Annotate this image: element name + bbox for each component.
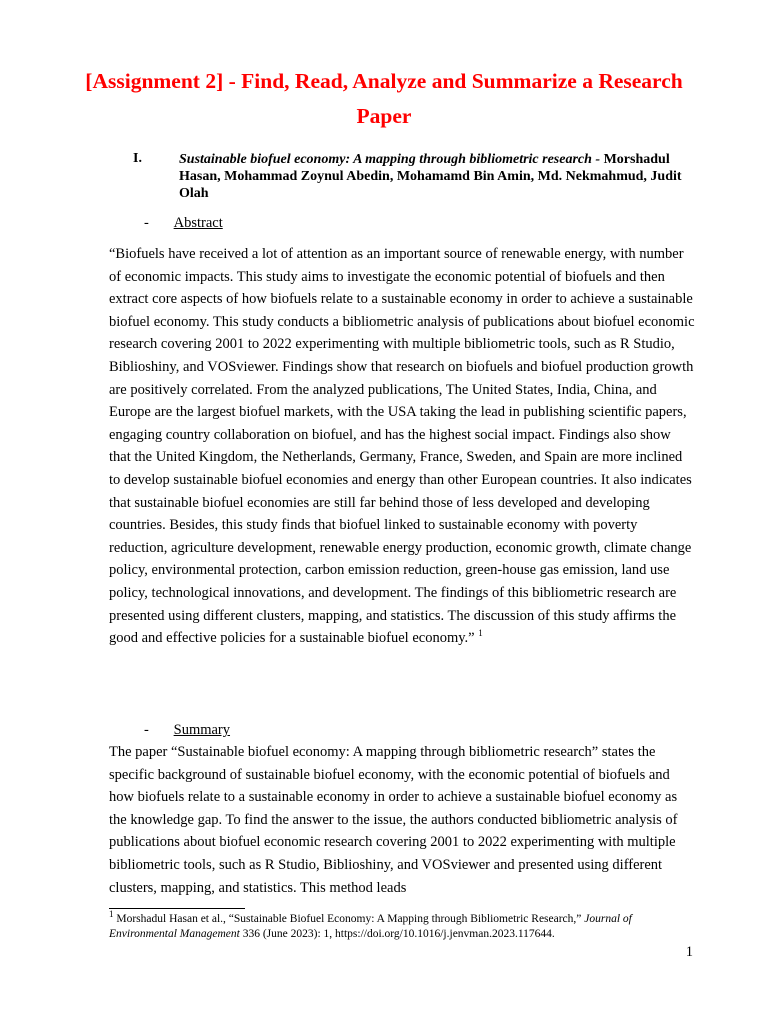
footnote-journal: Journal of Environmental Management — [109, 913, 632, 940]
abstract-heading-label: Abstract — [173, 215, 223, 231]
footnote — [109, 909, 696, 942]
summary-bullet: - — [144, 722, 149, 738]
summary-heading-label: Summary — [173, 722, 231, 738]
paper-authors: Morshadul Hasan, Mohammad Zoynul Abedin, Mohamamd Bin Amin, Md. Nekmahmud, Judit Olah — [179, 152, 682, 201]
abstract-text: “Biofuels have received a lot of attention as an important source of renewable energy, with number of economic impacts. This study aims to investigate the economic potential of biofuels and then extract core aspects of how biofuels relate to a sustainable economy in order to achieve a sustainable biofuel economy. This study conducts a bibliometric analysis of publications about biofuel economic research covering 2001 to 2022 experimenting with multiple bibliometric tools, such as R Studio, Biblioshiny, and VOSviewer. Findings show that research on biofuels and biofuel production growth are positively correlated. From the analyzed publications, The United States, India, China, and Europe are the largest biofuel markets, with the USA taking the lead in publishing scientific papers, engaging country collaboration on biofuel, and has the highest social impact. Findings also show that the United Kingdom, the Netherlands, Germany, France, Sweden, and Spain are more inclined to develop sustainable biofuel economies and energy than other European countries. It also indicates that sustainable biofuel economies are still far behind those of less developed and developing countries. Besides, this study finds that biofuel linked to sustainable economy with poverty reduction, agriculture development, renewable energy production, economic growth, climate change policy, environmental protection, carbon emission reduction, green-house gas emission, land use policy, technological innovations, and development. The findings of this bibliometric research are presented using different clusters, mapping, and statistics. The discussion of this study affirms the good and effective policies for a sustainable biofuel economy.” — [109, 246, 695, 647]
footnote-citation: Morshadul Hasan et al., “Sustainable Biofuel Economy: A Mapping through Bibliometric Research,” — [116, 913, 582, 925]
summary-paragraph: The paper “Sustainable biofuel economy: A mapping through bibliometric research” states the specific background of sustainable biofuel economy, with the economic potential of biofuels and how biofuels relate to a sustainable economy in order to achieve a sustainable biofuel economy as the knowledge gap. To find the answer to the issue, the authors conducted bibliometric analysis of publications about biofuel economic research covering 2001 to 2022 experimenting with multiple bibliometric tools, such as R Studio, Biblioshiny, and VOSviewer and presented using different clusters, mapping, and statistics. This method leads — [109, 744, 678, 896]
footnote-reference[interactable]: 1 — [478, 628, 483, 639]
footnote-separator — [109, 908, 245, 909]
paper-title: Sustainable biofuel economy: A mapping through bibliometric research - — [179, 152, 601, 167]
footnote-number: 1 — [109, 909, 114, 920]
abstract-heading — [144, 215, 223, 232]
abstract-bullet: - — [144, 215, 149, 231]
abstract-paragraph — [109, 243, 696, 650]
page-title: [Assignment 2] - Find, Read, Analyze and Summarize a Research Paper — [85, 69, 683, 128]
summary-heading — [144, 722, 230, 739]
footnote-details: 336 (June 2023): 1, https://doi.org/10.1016/j.jenvman.2023.117644. — [242, 928, 555, 940]
page-number: 1 — [685, 944, 693, 960]
section-number: I. — [133, 151, 142, 166]
section-heading — [179, 151, 699, 202]
